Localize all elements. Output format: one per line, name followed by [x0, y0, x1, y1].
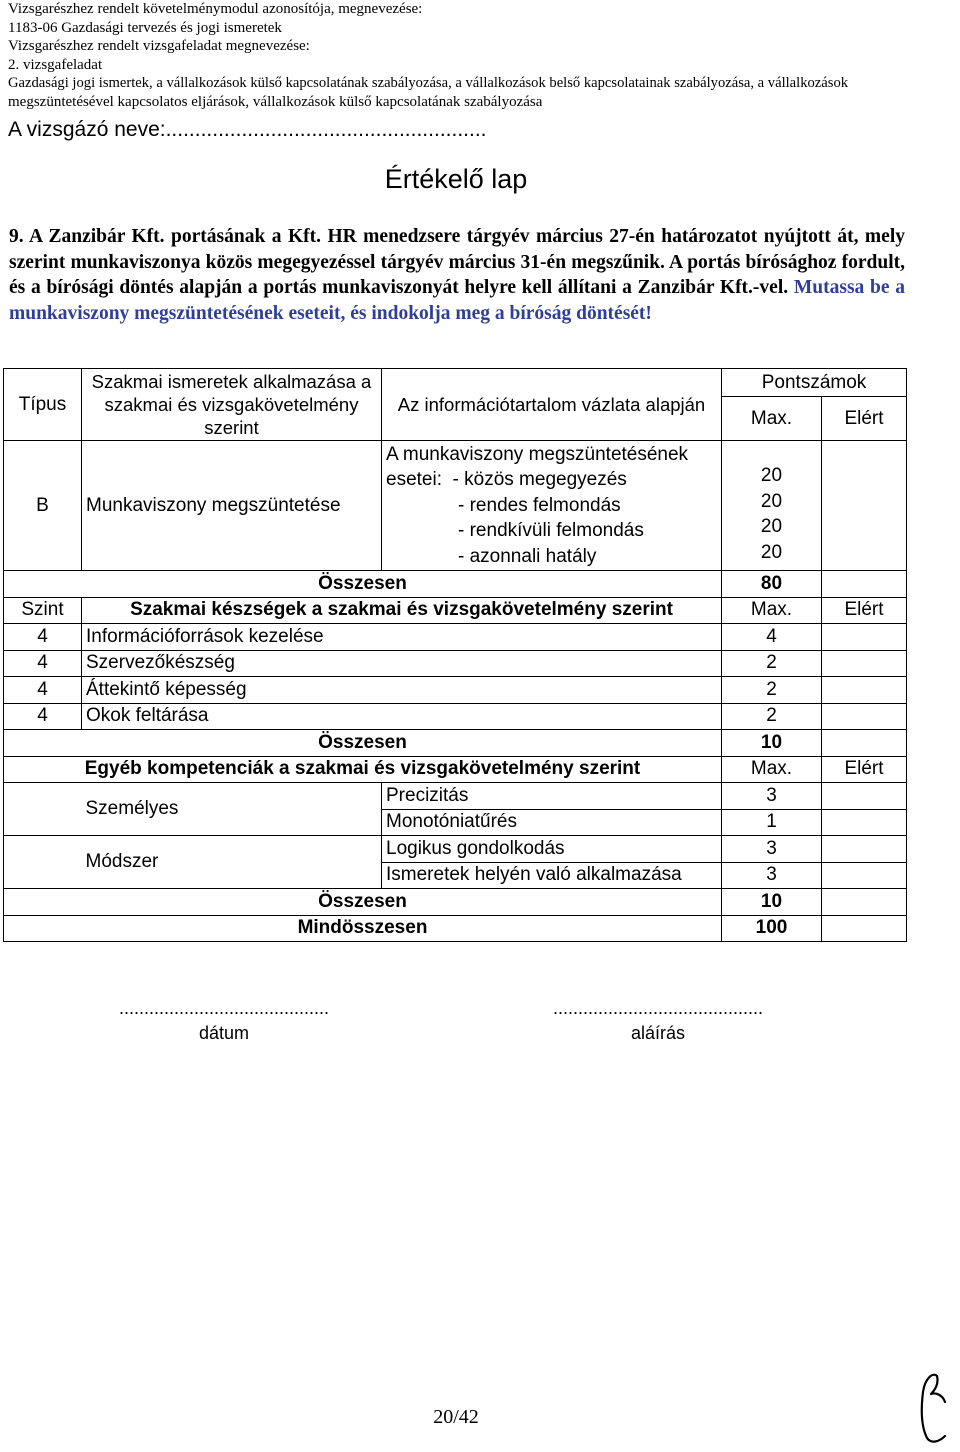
achieved-cell[interactable]	[822, 441, 907, 571]
evaluation-table	[3, 368, 907, 942]
max-header: Max.	[722, 756, 822, 783]
signature-line[interactable]: ..........................................	[552, 998, 764, 1018]
competency-name: Logikus gondolkodás	[382, 836, 722, 863]
other-competencies-header: Egyéb kompetenciák a szakmai és vizsgakövetelmény szerint	[4, 756, 722, 783]
max-header: Max.	[722, 397, 822, 441]
max-header: Max.	[722, 597, 822, 624]
competency-name: Monotóniatűrés	[382, 809, 722, 836]
competency-name: Ismeretek helyén való alkalmazása	[382, 862, 722, 889]
skill-max: 2	[722, 650, 822, 677]
achieved-cell[interactable]	[822, 571, 907, 598]
achieved-cell[interactable]	[822, 624, 907, 651]
max-value: 20	[760, 516, 783, 537]
skill-level: 4	[4, 650, 82, 677]
task-scenario: 9. A Zanzibár Kft. portásának a Kft. HR menedzsere tárgyév március 27-én határozatot nyújtott át, mely szerint munkaviszonya közös megegyezéssel tárgyév március 31-én megszűnik. A portás bírósághoz fordult, és a bírósági döntés alapján a portás munkaviszonyát helyre kell állítani a Zanzibár Kft.-vel.	[9, 226, 905, 298]
competency-group: Módszer	[82, 836, 382, 889]
header-line: Vizsgarészhez rendelt vizsgafeladat megnevezése:	[8, 38, 310, 54]
total-value: 10	[722, 730, 822, 757]
info-header: Az információtartalom vázlata alapján	[382, 369, 722, 441]
competency-group: Személyes	[82, 783, 382, 836]
header-line: 2. vizsgafeladat	[8, 56, 103, 73]
page-title: Értékelő lap	[384, 164, 528, 194]
achieved-cell[interactable]	[822, 783, 907, 810]
competency-max: 3	[722, 862, 822, 889]
date-line[interactable]: ..........................................	[118, 998, 330, 1018]
max-value: 20	[760, 465, 783, 486]
page-number: 20/42	[433, 1406, 479, 1428]
skill-max: 4	[722, 624, 822, 651]
grand-total-value: 100	[722, 915, 822, 942]
skills-header: Szakmai készségek a szakmai és vizsgakövetelmény szerint	[82, 597, 722, 624]
achieved-cell[interactable]	[822, 889, 907, 916]
total-label: Összesen	[4, 571, 722, 598]
info-line: - rendkívüli felmondás	[458, 520, 644, 542]
type-header: Típus	[4, 369, 82, 441]
task-description	[9, 224, 905, 326]
competency-max: 3	[722, 836, 822, 863]
row-type: B	[4, 441, 82, 571]
skill-name: Szervezőkészség	[82, 650, 722, 677]
candidate-name-field: A vizsgázó neve:.......................................................	[8, 118, 487, 141]
competency-max: 1	[722, 809, 822, 836]
achieved-header: Elért	[822, 397, 907, 441]
skill-level: 4	[4, 624, 82, 651]
achieved-cell[interactable]	[822, 862, 907, 889]
achieved-header: Elért	[822, 597, 907, 624]
max-value: 20	[760, 541, 783, 563]
skill-max: 2	[722, 703, 822, 730]
skill-name: Okok feltárása	[82, 703, 722, 730]
total-label: Összesen	[4, 889, 722, 916]
task-question: Mutassa be a munkaviszony megszüntetésének eseteit, és indokolja meg a bíróság döntését!	[9, 277, 905, 324]
max-value: 20	[760, 490, 783, 512]
achieved-cell[interactable]	[822, 809, 907, 836]
info-content	[382, 441, 722, 571]
skill-name: Információforrások kezelése	[82, 624, 722, 651]
skill-max: 2	[722, 677, 822, 704]
handwritten-initial-mark	[915, 1370, 955, 1451]
header-line: megszüntetésével kapcsolatos eljárások, vállalkozások külső kapcsolatának szabályozása	[8, 93, 543, 110]
competency-max: 3	[722, 783, 822, 810]
date-signature-block	[90, 998, 358, 1044]
skill-level: 4	[4, 703, 82, 730]
total-label: Összesen	[4, 730, 722, 757]
header-line: Gazdasági jogi ismertek, a vállalkozások külső kapcsolatának szabályozása, a vállalkozások belső kapcsolatainak szabályozása, a vállalkozások	[8, 75, 849, 91]
header-line: 1183-06 Gazdasági tervezés és jogi ismeretek	[8, 19, 282, 36]
skill-name: Áttekintő képesség	[82, 677, 722, 704]
info-line: - azonnali hatály	[458, 545, 597, 567]
date-label: dátum	[198, 1023, 250, 1043]
achieved-cell[interactable]	[822, 677, 907, 704]
achieved-cell[interactable]	[822, 730, 907, 757]
grand-total-label: Mindösszesen	[4, 915, 722, 942]
points-header: Pontszámok	[722, 369, 907, 397]
header-line: Vizsgarészhez rendelt követelménymodul azonosítója, megnevezése:	[8, 1, 423, 17]
info-line: esetei: - közös megegyezés	[386, 469, 627, 491]
max-points-list	[722, 441, 822, 571]
knowledge-header: Szakmai ismeretek alkalmazása a szakmai és vizsgakövetelmény szerint	[82, 369, 382, 441]
achieved-cell[interactable]	[822, 703, 907, 730]
achieved-header: Elért	[822, 756, 907, 783]
achieved-cell[interactable]	[822, 915, 907, 942]
level-header: Szint	[4, 597, 82, 624]
document-header	[8, 0, 954, 111]
skill-level: 4	[4, 677, 82, 704]
competency-name: Precizitás	[382, 783, 722, 810]
row-topic: Munkaviszony megszüntetése	[82, 441, 382, 571]
info-line: - rendes felmondás	[458, 494, 621, 516]
total-value: 10	[722, 889, 822, 916]
signature-label: aláírás	[630, 1023, 686, 1043]
achieved-cell[interactable]	[822, 836, 907, 863]
signature-block	[524, 998, 792, 1044]
info-line: A munkaviszony megszüntetésének	[386, 443, 689, 465]
achieved-cell[interactable]	[822, 650, 907, 677]
total-value: 80	[722, 571, 822, 598]
